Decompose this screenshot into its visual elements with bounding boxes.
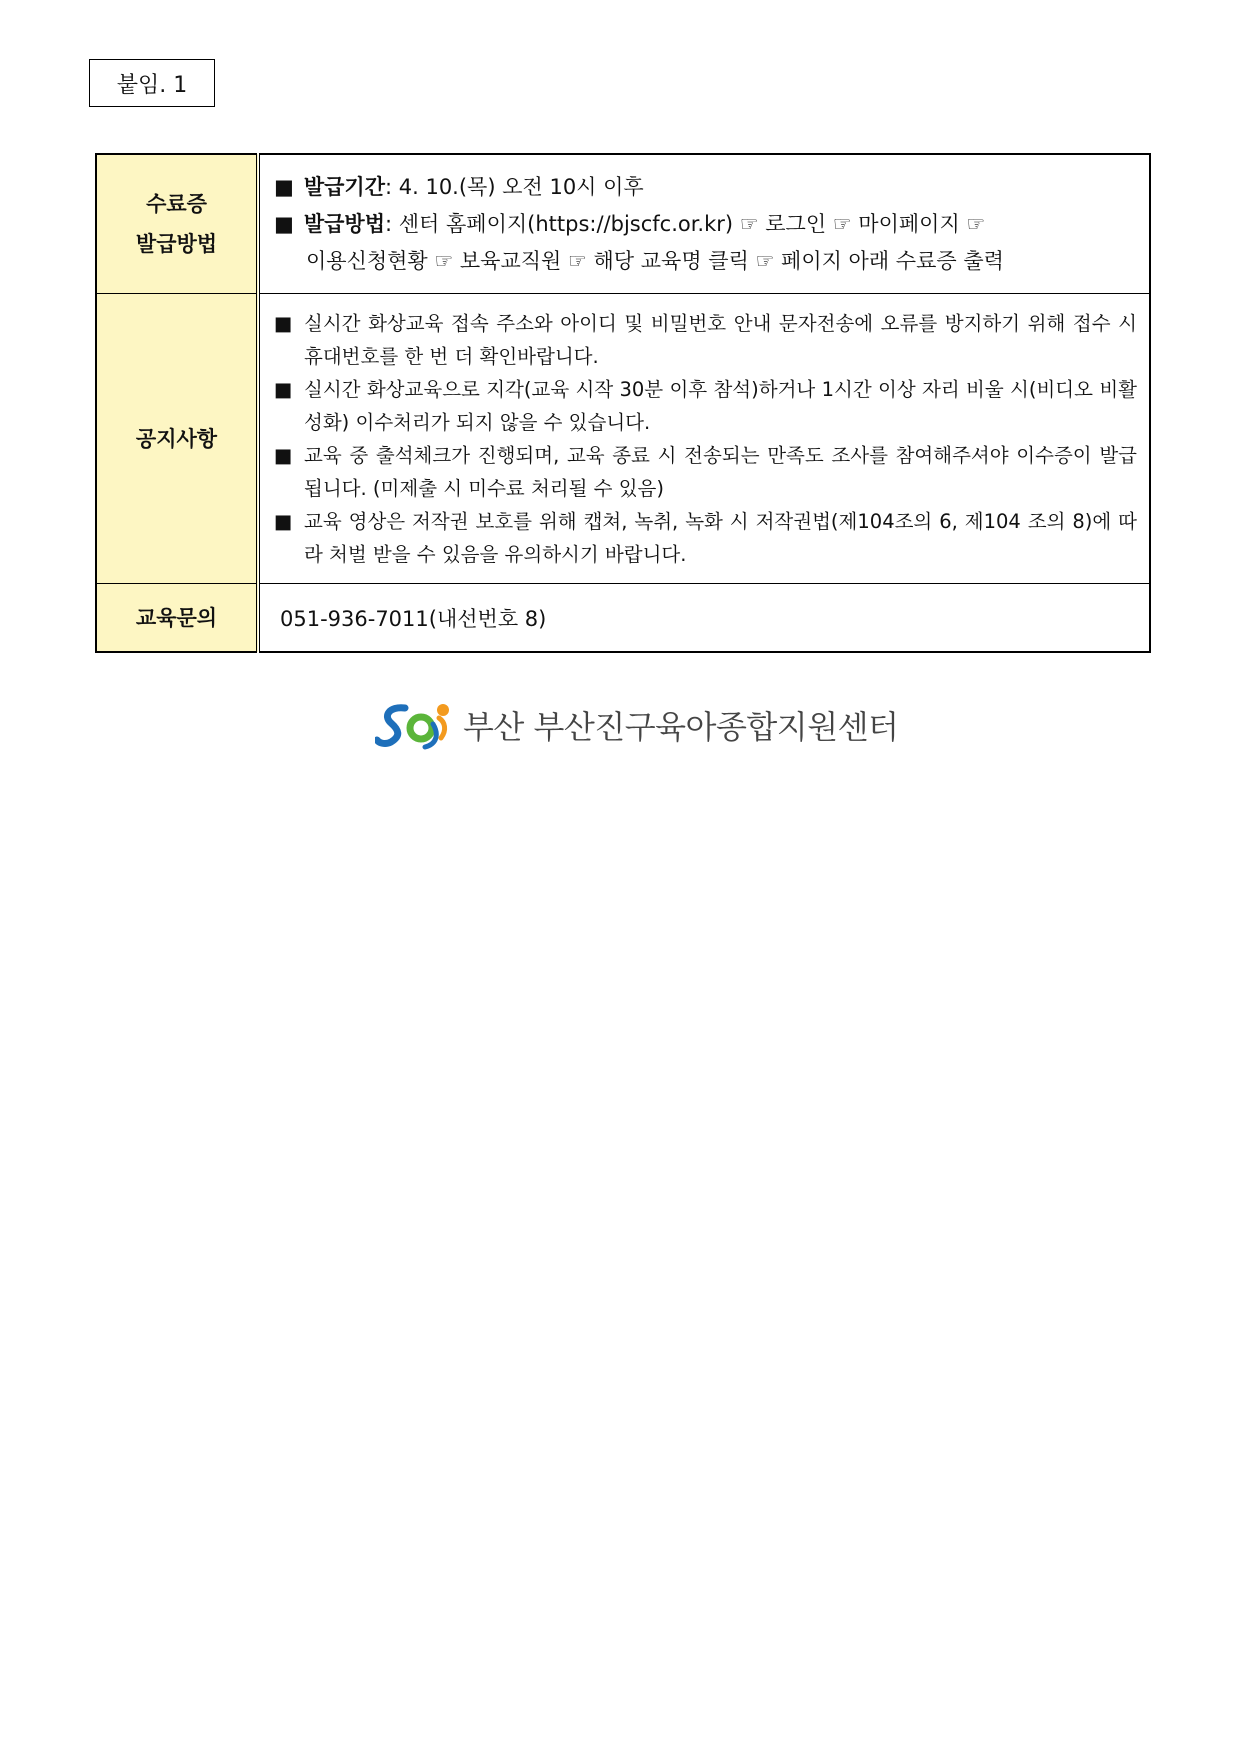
bullet-square-icon: ■ (274, 509, 293, 533)
footer-logo (375, 700, 898, 750)
notice-content-cell (258, 294, 1150, 584)
issue-method-value: : 센터 홈페이지(https://bjscfc.or.kr) ☞ 로그인 ☞ 마이페이지 ☞ (385, 211, 986, 236)
issue-method-path: 이용신청현황 ☞ 보육교직원 ☞ 해당 교육명 클릭 ☞ 페이지 아래 수료증 출력 (306, 248, 1004, 273)
notice-item (274, 373, 1137, 439)
center-logo-icon (375, 700, 455, 750)
bullet-square-icon: ■ (274, 174, 294, 199)
notice-item (274, 307, 1137, 373)
bullet-square-icon: ■ (274, 211, 294, 236)
inquiry-label-cell (96, 584, 258, 653)
notice-item-text: 실시간 화상교육 접속 주소와 아이디 및 비밀번호 안내 문자전송에 오류를 방지하기 위해 접수 시 휴대번호를 한 번 더 확인바랍니다. (304, 311, 1137, 368)
notice-item-text: 교육 영상은 저작권 보호를 위해 캡쳐, 녹취, 녹화 시 저작권법(제104조의 6, 제104 조의 8)에 따라 처벌 받을 수 있음을 유의하시기 바랍니다. (304, 509, 1137, 566)
notice-label: 공지사항 (135, 426, 218, 451)
inquiry-label: 교육문의 (135, 605, 218, 630)
notice-item (274, 439, 1137, 505)
table-row-inquiry (96, 584, 1150, 653)
inquiry-phone: 051-936-7011(내선번호 8) (280, 606, 547, 631)
certificate-label-line2: 발급방법 (135, 232, 218, 256)
bullet-square-icon: ■ (274, 311, 293, 335)
bullet-square-icon: ■ (274, 443, 293, 467)
issue-period-key: 발급기간 (303, 174, 385, 199)
bullet-square-icon: ■ (274, 377, 293, 401)
notice-item-text: 실시간 화상교육으로 지각(교육 시작 30분 이후 참석)하거나 1시간 이상 자리 비울 시(비디오 비활성화) 이수처리가 되지 않을 수 있습니다. (304, 377, 1137, 434)
issue-period-value: : 4. 10.(목) 오전 10시 이후 (385, 174, 644, 199)
issue-method-line (274, 206, 1137, 243)
certificate-label-line1: 수료증 (146, 192, 207, 216)
issue-method-key: 발급방법 (303, 211, 385, 236)
certificate-label-cell (96, 154, 258, 294)
inquiry-content-cell (258, 584, 1150, 653)
footer-org-name: 부산 부산진구육아종합지원센터 (463, 708, 899, 746)
attachment-label: 붙임. 1 (89, 59, 215, 107)
table-row-notice (96, 294, 1150, 584)
info-table (95, 153, 1151, 653)
notice-label-cell (96, 294, 258, 584)
notice-item (274, 505, 1137, 571)
certificate-content-cell (258, 154, 1150, 294)
table-row-certificate (96, 154, 1150, 294)
issue-period-line (274, 169, 1137, 206)
notice-item-text: 교육 중 출석체크가 진행되며, 교육 종료 시 전송되는 만족도 조사를 참여해주셔야 이수증이 발급됩니다. (미제출 시 미수료 처리될 수 있음) (304, 443, 1137, 500)
